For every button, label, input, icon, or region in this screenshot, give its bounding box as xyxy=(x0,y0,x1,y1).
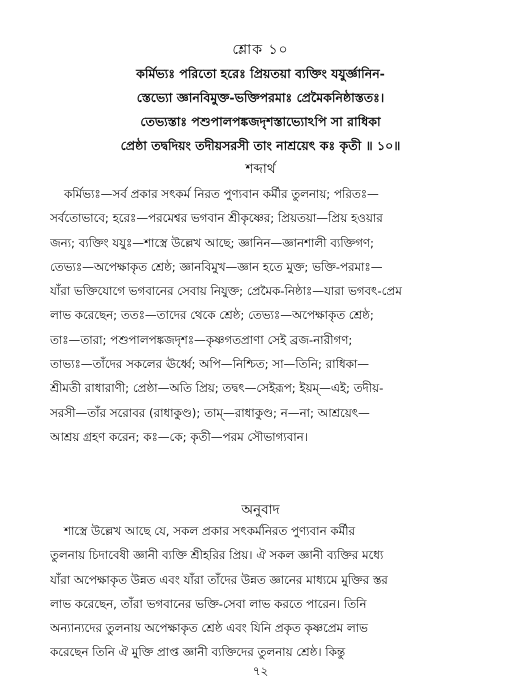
word-meaning-heading: শব্দার্থ xyxy=(245,161,276,177)
page-number: ৭২ xyxy=(252,664,269,678)
word-meaning-line: সরসী—তাঁর সরোবর (রাধাকুণ্ড); তাম্—রাধাকুণ্ড; ন—না; আশ্রয়েৎ— xyxy=(50,405,370,420)
word-meaning-paragraph xyxy=(50,182,475,449)
verse-line: প্রেষ্ঠা তদ্বদিয়ং তদীয়সরসী তাং নাশ্রয়েৎ কঃ কৃতী ॥ ১০॥ xyxy=(120,138,401,153)
word-meaning-line: শ্রীমতী রাধারাণী; প্রেষ্ঠা—অতি প্রিয়; তদ্বৎ—সেইরূপ; ইয়ম্—এই; তদীয়- xyxy=(50,381,384,396)
verse-line: কর্মিভ্যঃ পরিতো হরেঃ প্রিয়তয়া ব্যক্তিং যযুর্জ্ঞানিন- xyxy=(136,66,385,81)
word-meaning-line: জন্য; ব্যক্তিং যযুঃ—শাস্ত্রে উল্লেখ আছে; জ্ঞানিন—জ্ঞানশালী ব্যক্তিগণ; xyxy=(50,235,374,250)
word-meaning-line: সর্বতোভাবে; হরেঃ—পরমেশ্বর ভগবান শ্রীকৃষ্ণের; প্রিয়তয়া—প্রিয় হওয়ার xyxy=(50,211,383,226)
translation-heading: অনুবাদ xyxy=(241,502,280,518)
word-meaning-line: তাভ্যঃ—তাঁদের সকলের ঊর্ধ্বে; অপি—নিশ্চিত; সা—তিনি; রাধিকা— xyxy=(50,357,370,372)
translation-paragraph xyxy=(50,519,475,665)
verse-title: শ্লোক ১০ xyxy=(232,42,289,58)
word-meaning-line: যাঁরা ভক্তিযোগে ভগবানের সেবায় নিযুক্ত; প্রেমৈক-নিষ্ঠাঃ—যারা ভগবৎ-প্রেম xyxy=(50,284,402,299)
word-meaning-line: তেভ্যঃ—অপেক্ষাকৃত শ্রেষ্ঠ; জ্ঞানবিমুখ—জ্ঞান হতে মুক্ত; ভক্তি-পরমাঃ— xyxy=(50,259,383,274)
verse-line: স্তেভ্যো জ্ঞানবিমুক্ত-ভক্তিপরমাঃ প্রেমৈকনিষ্ঠাস্ততঃ। xyxy=(136,90,385,105)
translation-line: শাস্ত্রে উল্লেখ আছে যে, সকল প্রকার সৎকর্মনিরত পুণ্যবান কর্মীর xyxy=(64,524,356,538)
word-meaning-line: কর্মিভ্যঃ—সর্ব প্রকার সৎকর্ম নিরত পুণ্যবান কর্মীর তুলনায়; পরিতঃ— xyxy=(64,187,379,201)
translation-line: যাঁরা অপেক্ষাকৃত উন্নত এবং যাঁরা তাঁদের উন্নত জ্ঞানের মাধ্যমে মুক্তির স্তর xyxy=(50,572,388,587)
verse-block xyxy=(0,62,521,158)
word-meaning-line: তাঃ—তারা; পশুপালপঙ্কজদৃশঃ—কৃষ্ণগতপ্রাণা সেই ব্রজ-নারীগণ; xyxy=(50,332,353,347)
translation-line: লাভ করেছেন, তাঁরা ভগবানের ভক্তি-সেবা লাভ করতে পারেন। তিনি xyxy=(50,596,367,611)
translation-line: অন্যান্যদের তুলনায় অপেক্ষাকৃত শ্রেষ্ঠ এবং যিনি প্রকৃত কৃষ্ণপ্রেম লাভ xyxy=(50,621,368,636)
verse-line: তেভ্যস্তাঃ পশুপালপঙ্কজদৃশস্তাভ্যোঽপি সা রাধিকা xyxy=(140,114,381,129)
word-meaning-line: লাভ করেছেন; ততঃ—তাদের থেকে শ্রেষ্ঠ; তেভ্যঃ—অপেক্ষাকৃত শ্রেষ্ঠ; xyxy=(50,308,374,323)
translation-line: করেছেন তিনি ঐ মুক্তি প্রাপ্ত জ্ঞানী ব্যক্তিদের তুলনায় শ্রেষ্ঠ। কিন্তু xyxy=(50,645,346,660)
word-meaning-line: আশ্রয় গ্রহণ করেন; কঃ—কে; কৃতী—পরম সৌভাগ্যবান। xyxy=(50,429,308,444)
translation-line: তুলনায় চিদাবেষী জ্ঞানী ব্যক্তি শ্রীহরির প্রিয়। ঐ সকল জ্ঞানী ব্যক্তির মধ্যে xyxy=(50,548,384,563)
